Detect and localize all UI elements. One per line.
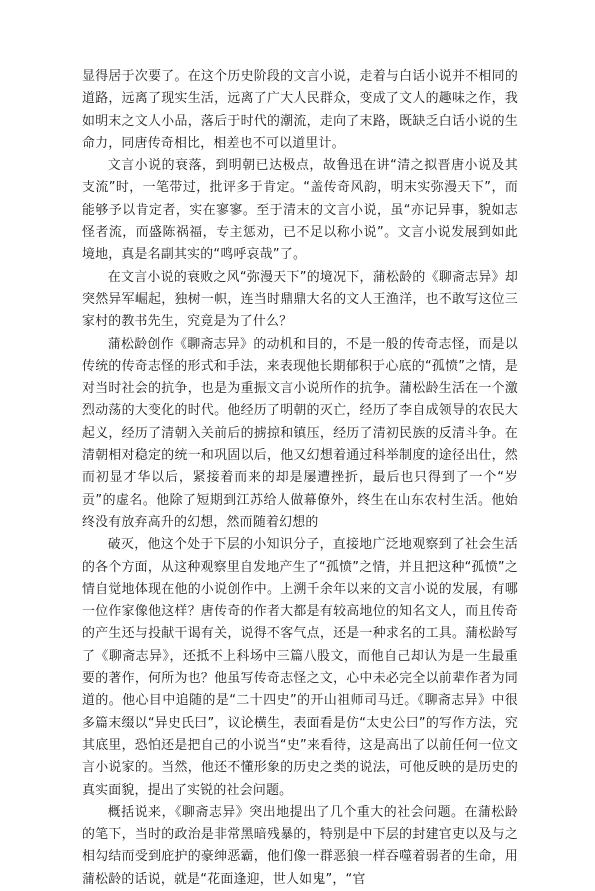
article-body (82, 66, 518, 891)
paragraph-1: 显得居于次要了。在这个历史阶段的文言小说，走着与白话小说并不相同的道路，远离了现实生活，远离了广大人民群众，变成了文人的趣味之作，我如明末之文人小品，落后于时代的潮流，走向了末路，既缺乏白话小说的生命力，同唐传奇相比，相差也不可以道里计。 (82, 69, 518, 151)
paragraph-6: 概括说来，《聊斋志异》突出地提出了几个重大的社会问题。在蒲松龄的笔下，当时的政治是非常黑暗残暴的，特别是中下层的封建官吏以及与之相勾结而受到庇护的豪绅恶霸，他们像一群恶狼一样吞噬着弱者的生命，用蒲松龄的话说，就是“花面逢迎，世人如鬼”，“官 (82, 804, 518, 887)
paragraph-5: 破灭，他这个处于下层的小知识分子，直接地广泛地观察到了社会生活的各个方面，从这种观察里自发地产生了“孤愤”之情，并且把这种“孤愤”之情自觉地体现在他的小说创作中。上溯千余年以来的文言小说的发展，有哪一位作家像他这样？唐传奇的作者大都是有较高地位的知名文人，而且传奇的产生还与投献干谒有关，说得不客气点，还是一种求名的工具。蒲松龄写了《聊斋志异》，还抵不上科场中三篇八股文，而他自己却认为是一生最重要的著作，何所为也？他虽写传奇志怪之文，心中未必完全以前辈作者为同道的。他心目中追随的是“二十四史”的开山祖师司马迁。《聊斋志异》中很多篇末缀以“异史氏曰”，议论横生，表面看是仿“太史公曰”的写作方法，究其底里，恐怕还是把自己的小说当“史”来看待，这是高出了以前任何一位文言小说家的。当然，他还不懂形象的历史之类的说法，可他反映的是历史的真实面貌，提出了实锐的社会问题。 (82, 537, 518, 798)
paragraph-4: 蒲松龄创作《聊斋志异》的动机和目的，不是一般的传奇志怪，而是以传统的传奇志怪的形式和手法，来表现他长期郁积于心底的“孤愤”之情，是对当时社会的抗争，也是为重振文言小说所作的抗争。蒲松龄生活在一个激烈动荡的大变化的时代。他经历了明朝的灭亡，经历了李自成领导的农民大起义，经历了清朝入关前后的掳掠和镇压，经历了清初民族的反清斗争。在清朝相对稳定的统一和巩固以后，他又幻想着通过科举制度的途径出仕，然而初显才华以后，紧接着而来的却是屡遭挫折，最后也只得到了一个“岁贡”的虚名。他除了短期到江苏给人做幕僚外，终生在山东农村生活。他始终没有放弃高升的幻想，然而随着幻想的 (82, 336, 518, 530)
paragraph-2: 文言小说的衰落，到明朝已达极点，故鲁迅在讲“清之拟晋唐小说及其支流”时，一笔带过，批评多于肯定。“盖传奇风韵，明末实弥漫天下”，而能够予以肯定者，实在寥寥。至于清末的文言小说，虽“亦记异事，貌如志怪者流，而盛陈祸福，专主惩劝，已不足以称小说”。文言小说发展到如此境地，真是名副其实的“鸣呼哀哉”了。 (82, 158, 518, 263)
paragraph-3: 在文言小说的衰败之风“弥漫天下”的境况下，蒲松龄的《聊斋志异》却突然异军崛起，独树一帜，连当时鼎鼎大名的文人王渔洋，也不敢写这位三家村的教书先生，究竟是为了什么？ (82, 269, 518, 330)
